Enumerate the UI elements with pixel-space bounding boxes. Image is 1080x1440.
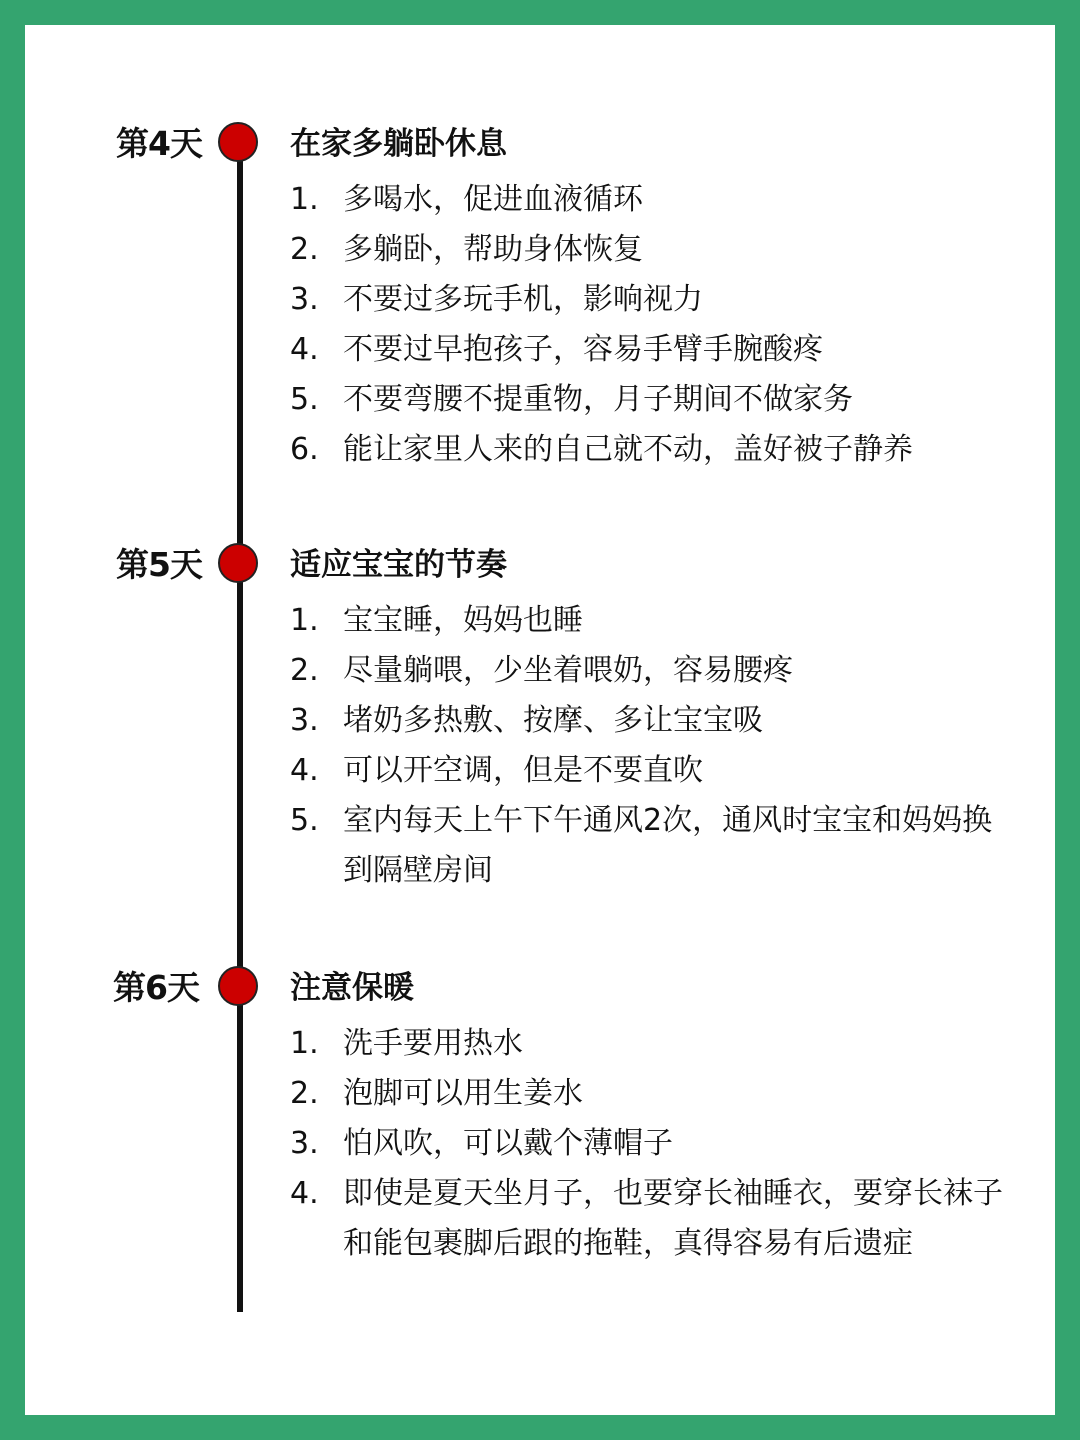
day-label: 第4天 [116, 124, 202, 163]
item-number: 4. [290, 1176, 319, 1211]
item-text: 即使是夏天坐月子，也要穿长袖睡衣，要穿长袜子和能包裹脚后跟的拖鞋，真得容易有后遗症 [343, 1176, 1003, 1261]
item-number: 5. [290, 803, 319, 838]
timeline-dot [218, 966, 258, 1006]
timeline-dot [218, 122, 258, 162]
tips-list [290, 596, 1010, 896]
item-text: 不要弯腰不提重物，月子期间不做家务 [343, 382, 853, 417]
list-item [290, 1069, 1010, 1119]
item-number: 3. [290, 282, 319, 317]
list-item [290, 425, 1010, 475]
tips-list [290, 1019, 1010, 1269]
timeline-line [237, 140, 243, 1312]
item-text: 泡脚可以用生姜水 [343, 1076, 583, 1111]
list-item [290, 225, 1010, 275]
list-item [290, 325, 1010, 375]
item-number: 3. [290, 1126, 319, 1161]
item-text: 不要过早抱孩子，容易手臂手腕酸疼 [343, 332, 823, 367]
list-item [290, 696, 1010, 746]
item-text: 堵奶多热敷、按摩、多让宝宝吸 [343, 703, 763, 738]
tips-list [290, 175, 1010, 475]
item-text: 室内每天上午下午通风2次，通风时宝宝和妈妈换到隔壁房间 [343, 803, 993, 888]
item-text: 能让家里人来的自己就不动，盖好被子静养 [343, 432, 913, 467]
item-text: 不要过多玩手机，影响视力 [343, 282, 703, 317]
list-item [290, 375, 1010, 425]
item-number: 1. [290, 603, 319, 638]
day-label: 第6天 [113, 968, 199, 1007]
section-title: 注意保暖 [290, 970, 414, 1006]
item-text: 怕风吹，可以戴个薄帽子 [343, 1126, 673, 1161]
item-number: 6. [290, 432, 319, 467]
list-item [290, 746, 1010, 796]
list-item [290, 1119, 1010, 1169]
section-title: 在家多躺卧休息 [290, 126, 507, 162]
item-number: 5. [290, 382, 319, 417]
day-label: 第5天 [116, 545, 202, 584]
item-text: 洗手要用热水 [343, 1026, 523, 1061]
item-number: 3. [290, 703, 319, 738]
timeline-dot [218, 543, 258, 583]
item-number: 1. [290, 1026, 319, 1061]
list-item [290, 275, 1010, 325]
item-text: 可以开空调，但是不要直吹 [343, 753, 703, 788]
list-item [290, 596, 1010, 646]
list-item [290, 1019, 1010, 1069]
item-text: 多喝水，促进血液循环 [343, 182, 643, 217]
item-text: 宝宝睡，妈妈也睡 [343, 603, 583, 638]
item-number: 4. [290, 332, 319, 367]
item-number: 1. [290, 182, 319, 217]
section-title: 适应宝宝的节奏 [290, 547, 507, 583]
item-number: 2. [290, 1076, 319, 1111]
list-item [290, 796, 1010, 896]
list-item [290, 1169, 1010, 1269]
list-item [290, 175, 1010, 225]
item-number: 2. [290, 232, 319, 267]
item-text: 尽量躺喂，少坐着喂奶，容易腰疼 [343, 653, 793, 688]
list-item [290, 646, 1010, 696]
item-number: 2. [290, 653, 319, 688]
item-number: 4. [290, 753, 319, 788]
item-text: 多躺卧，帮助身体恢复 [343, 232, 643, 267]
